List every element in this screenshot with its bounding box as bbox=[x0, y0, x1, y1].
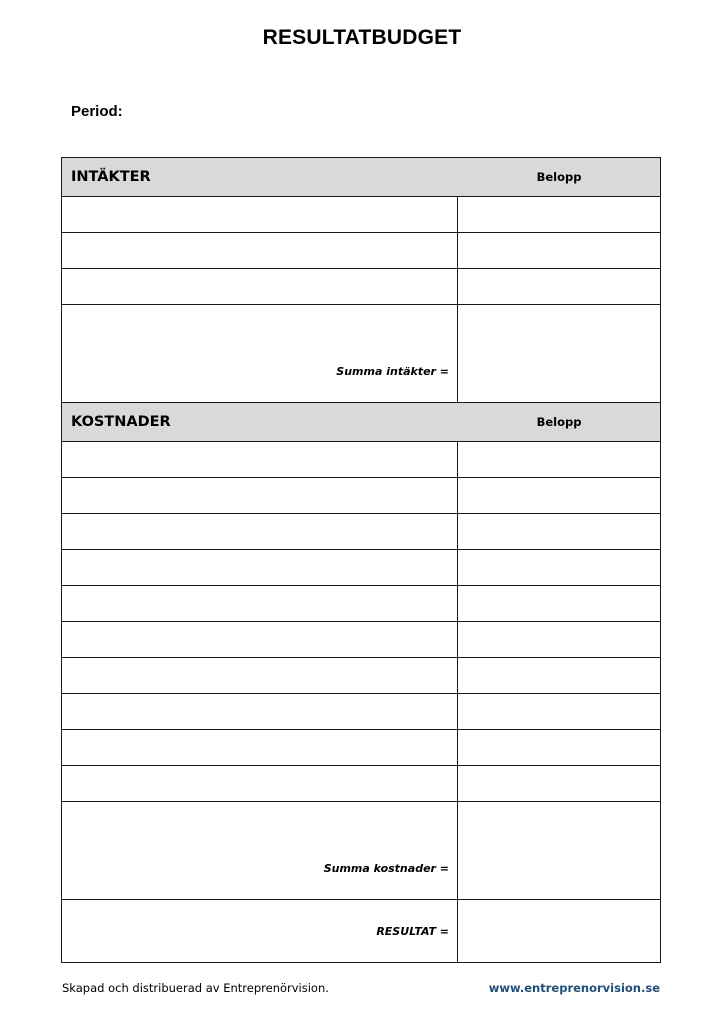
page-title: RESULTATBUDGET bbox=[262, 26, 462, 49]
income-line-amount-cell[interactable] bbox=[458, 233, 660, 268]
income-line-description-cell[interactable] bbox=[62, 233, 458, 268]
costs-header-row bbox=[62, 403, 660, 442]
cost-line-amount-cell[interactable] bbox=[458, 622, 660, 657]
cost-line-description-cell[interactable] bbox=[62, 622, 458, 657]
cost-line-description-cell[interactable] bbox=[62, 586, 458, 621]
cost-line-amount-cell[interactable] bbox=[458, 802, 660, 838]
cost-line-amount-cell[interactable] bbox=[458, 730, 660, 765]
cost-line-row bbox=[62, 442, 660, 478]
costs-sum-amount-cell[interactable] bbox=[458, 838, 660, 899]
budget-table bbox=[61, 157, 661, 963]
costs-sum-row bbox=[62, 838, 660, 900]
result-amount-cell[interactable] bbox=[458, 900, 660, 962]
cost-line-amount-cell[interactable] bbox=[458, 478, 660, 513]
result-row bbox=[62, 900, 660, 962]
income-line-row bbox=[62, 269, 660, 305]
cost-line-description-cell[interactable] bbox=[62, 694, 458, 729]
cost-line-row bbox=[62, 586, 660, 622]
income-sum-row bbox=[62, 341, 660, 403]
cost-line-description-cell[interactable] bbox=[62, 766, 458, 801]
cost-line-amount-cell[interactable] bbox=[458, 442, 660, 477]
income-sum-label: Summa intäkter = bbox=[62, 341, 458, 402]
income-rows bbox=[62, 197, 660, 341]
footer-url[interactable]: www.entreprenorvision.se bbox=[488, 981, 660, 995]
cost-line-description-cell[interactable] bbox=[62, 478, 458, 513]
cost-line-row bbox=[62, 694, 660, 730]
cost-line-row bbox=[62, 550, 660, 586]
cost-line-description-cell[interactable] bbox=[62, 730, 458, 765]
costs-sum-label: Summa kostnader = bbox=[62, 838, 458, 899]
cost-line-description-cell[interactable] bbox=[62, 442, 458, 477]
cost-line-row bbox=[62, 730, 660, 766]
cost-line-amount-cell[interactable] bbox=[458, 694, 660, 729]
cost-rows bbox=[62, 442, 660, 838]
cost-line-description-cell[interactable] bbox=[62, 658, 458, 693]
income-sum-amount-cell[interactable] bbox=[458, 341, 660, 402]
cost-line-amount-cell[interactable] bbox=[458, 514, 660, 549]
cost-line-description-cell[interactable] bbox=[62, 550, 458, 585]
income-line-amount-cell[interactable] bbox=[458, 305, 660, 341]
income-line-description-cell[interactable] bbox=[62, 269, 458, 304]
income-line-row bbox=[62, 305, 660, 341]
cost-line-amount-cell[interactable] bbox=[458, 658, 660, 693]
income-line-amount-cell[interactable] bbox=[458, 269, 660, 304]
cost-line-row bbox=[62, 514, 660, 550]
income-line-row bbox=[62, 233, 660, 269]
income-line-description-cell[interactable] bbox=[62, 305, 458, 341]
cost-line-row bbox=[62, 478, 660, 514]
footer-credit: Skapad och distribuerad av Entreprenörvision. bbox=[62, 981, 329, 995]
cost-line-amount-cell[interactable] bbox=[458, 766, 660, 801]
costs-amount-heading: Belopp bbox=[536, 415, 582, 429]
cost-line-row bbox=[62, 622, 660, 658]
cost-line-row bbox=[62, 802, 660, 838]
cost-line-description-cell[interactable] bbox=[62, 514, 458, 549]
costs-heading: KOSTNADER bbox=[71, 414, 171, 430]
income-line-amount-cell[interactable] bbox=[458, 197, 660, 232]
period-label: Period: bbox=[71, 103, 123, 120]
cost-line-amount-cell[interactable] bbox=[458, 550, 660, 585]
cost-line-row bbox=[62, 658, 660, 694]
cost-line-description-cell[interactable] bbox=[62, 802, 458, 838]
cost-line-row bbox=[62, 766, 660, 802]
income-line-row bbox=[62, 197, 660, 233]
result-label: RESULTAT = bbox=[62, 900, 458, 962]
income-heading: INTÄKTER bbox=[71, 169, 151, 185]
income-amount-heading: Belopp bbox=[536, 170, 582, 184]
cost-line-amount-cell[interactable] bbox=[458, 586, 660, 621]
income-line-description-cell[interactable] bbox=[62, 197, 458, 232]
income-header-row bbox=[62, 158, 660, 197]
